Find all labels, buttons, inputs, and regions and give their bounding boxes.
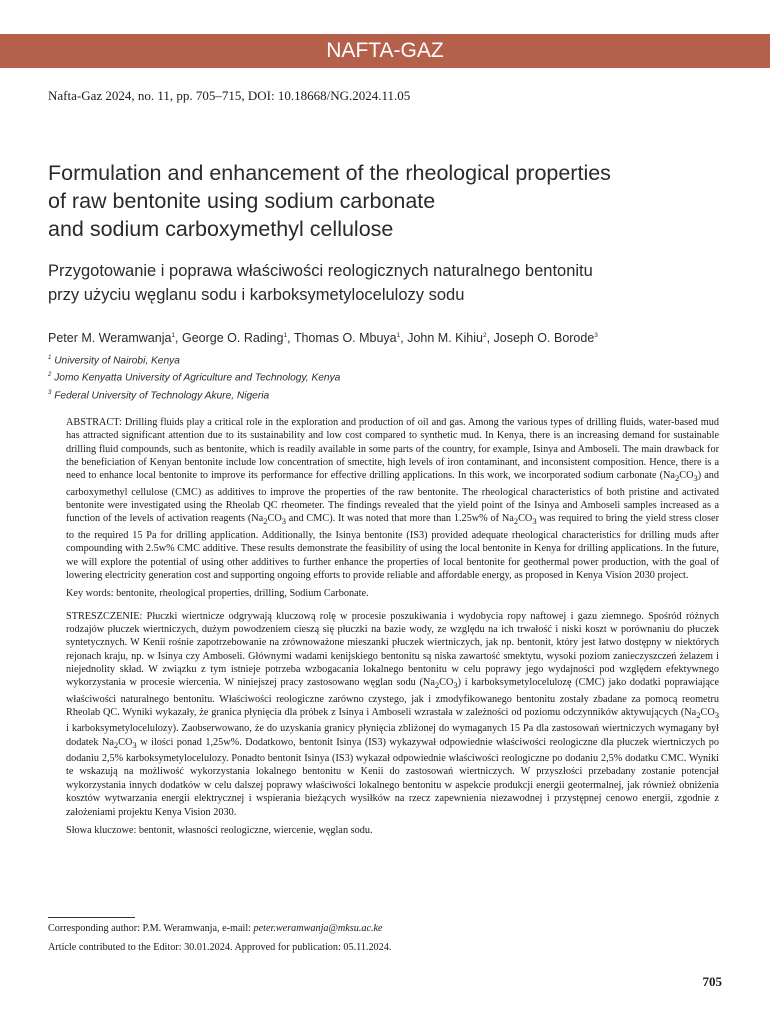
- author-affiliation-mark: 1: [396, 331, 401, 339]
- abstract-text: i karboksymetylocelulozy). Zaobserwowano, że do uzyskania granicy płynięcia zbliżonej do wymaganych 15 Pa dla zastosowań wiertniczych wymagany był dodatek: [66, 723, 719, 748]
- title-english: [48, 159, 728, 243]
- abstract-text: and CMC). It was noted that more than 1.25w% of: [286, 513, 502, 525]
- journal-banner: [0, 34, 770, 68]
- author-name: John M. Kihiu: [407, 331, 483, 345]
- affiliation-item: [48, 368, 340, 385]
- footnote-divider: [48, 917, 135, 918]
- abstract-english: [66, 416, 719, 582]
- author-name: Thomas O. Mbuya: [293, 331, 397, 345]
- affiliation-number: 1: [48, 355, 52, 361]
- journal-name: NAFTA-GAZ: [326, 39, 444, 62]
- author-affiliation-mark: 3: [594, 331, 598, 339]
- author-affiliation-mark: 1: [283, 331, 288, 339]
- abstract-text: Drilling fluids play a critical role in the exploration and production of oil and gas. Among the various types of drilling fluids, water-based mud has attracted significant attention due to its sustainability and low cost compared to synthetic mud. In Kenya, there is an increasing demand for sustainable drilling fluid compounds, such as bentonite, which is readily available in some parts of the country, for example, Isinya and Amboseli. The main drawback for the beneficiation of Kenyan bentonite include low concentration of smectite, high levels of iron contaminant, and inconsistent composition. Hence, there is a need to enhance local bentonite to improve its performance for effective drilling applications. In this work, we incorporated sodium carbonate (: [66, 417, 720, 482]
- abstract-text: w ilości ponad 1,25w%. Dodatkowo, bentonit Isinya (IS3) wykazywał odpowiednie właściwości reologiczne dla płuczek wiertniczych po dodaniu 2,5% karboksymetylocelulozy. Ponadto bentonit Isinya (IS3) wykazał odpowiednie właściwości reologiczne po dodaniu 2,5% dodatku CMC. Wyniki te wskazują na możliwość wykorzystania lokalnego bentonitu w Kenii do zastosowań wiertniczych. W przyszłości przebadany zostanie potencjał wykorzystania innych dodatków w celu dalszej poprawy właściwości lokalnego bentonitu w aspekcie produkcji energii geotermalnej, jak również obniżenia kosztów wytwarzania energii elektrycznej i wspierania bieżących wysiłków na rzecz zapewnienia niezawodnej i przystępnej cenowo energii, zgodnie z założeniami projektu Kenya Vision 2030.: [66, 736, 719, 818]
- abstract-text: Płuczki wiertnicze odgrywają kluczową rolę w procesie poszukiwania i wydobycia ropy naftowej i gazu ziemnego. Spośród różnych rodzajów płuczek wiertniczych, dużym powodzeniem cieszą się płuczki na bazie wody, ze względu na ich trwałość i niski koszt w porównaniu do płuczek syntetycznych. W Kenii rośnie zapotrzebowanie na zrównoważone mieszanki płuczek wiertniczych, jak np. bentonit, który jest łatwo dostępny w niektórych rejonach kraju, np. w Isinya czy Amboseli. Głównymi wadami kenijskiego bentonitu są niska zawartość smektytu, wysoki poziom zanieczyszczeń żelazem i niejednolity skład. W związku z tym istnieje potrzeba wzbogacania lokalnego bentonitu w celu poprawy jego wydajności pod względem efektywnego wykorzystania w procesie wiercenia. W niniejszej pracy zastosowano węglan sodu (: [66, 610, 720, 689]
- author-affiliation-mark: 1: [171, 331, 176, 339]
- article-dates-note: Article contributed to the Editor: 30.01.2024. Approved for publication: 05.11.2024.: [48, 942, 392, 953]
- title-line: Formulation and enhancement of the rheological properties: [48, 161, 611, 185]
- abstract-section: [66, 416, 719, 837]
- page-number: 705: [702, 974, 722, 989]
- author-name: George O. Rading: [182, 331, 284, 345]
- chemical-formula: $Na_2CO_3$: [501, 513, 537, 527]
- email-link[interactable]: peter.weramwanja@mksu.ac.ke: [253, 923, 383, 934]
- abstract-text: was required to bring the yield stress closer to the required 15 Pa for drilling application. Additionally, the Isinya bentonite (IS3) provided adequate rheological characteristics for drilling muds after compounding with 2.5w% CMC additive. These results demonstrate the feasibility of using the local bentonite in Kenya for drilling applications. In the future, we will explore the potential of using other additives to further enhance the properties of local bentonite for geothermal power production, with the goal of lowering electricity generation cost and supporting ongoing efforts to provide reliable and affordable energy, as proposed in Kenya Vision 2030 project.: [66, 513, 719, 581]
- chemical-formula: $Na_2CO_3$: [684, 707, 719, 721]
- abstract-label: ABSTRACT:: [66, 417, 122, 428]
- title-line: and sodium carboxymethyl cellulose: [48, 217, 394, 241]
- corresponding-author-text: Corresponding author: P.M. Weramwanja, e-mail:: [48, 923, 254, 934]
- streszczenie-label: STRESZCZENIE:: [66, 610, 143, 622]
- affiliation-item: [48, 386, 340, 403]
- author-list: Peter M. Weramwanja$^1$, George O. Rading$^1$, Thomas O. Mbuya$^1$, John M. Kihiu$^2$, Joseph O. Borode$^3$: [48, 331, 598, 345]
- affiliation-text: University of Nairobi, Kenya: [54, 355, 180, 367]
- affiliation-list: [48, 351, 340, 403]
- affiliation-text: Jomo Kenyatta University of Agriculture and Technology, Kenya: [54, 372, 341, 384]
- affiliation-item: [48, 351, 340, 368]
- author-name: Peter M. Weramwanja: [48, 331, 172, 345]
- keywords-english: Key words: bentonite, rheological properties, drilling, Sodium Carbonate.: [66, 588, 369, 600]
- title-line: Przygotowanie i poprawa właściwości reologicznych naturalnego bentonitu: [48, 262, 593, 280]
- chemical-formula: $Na_2CO_3$: [251, 513, 286, 527]
- title-line: przy użyciu węglanu sodu i karboksymetylocelulozy sodu: [48, 286, 465, 304]
- affiliation-text: Federal University of Technology Akure, Nigeria: [54, 390, 270, 402]
- title-polish: [48, 259, 728, 307]
- abstract-text: ) i karboksymetylocelulozę (CMC) jako dodatki poprawiające właściwości naturalnego bentonitu. Właściwości reologiczne zarówno czystego, jak i zmodyfikowanego bentonitu zostały zbadane za pomocą reometru Rheolab QC. Wyniki wykazały, że granica płynięcia dla próbek z Isinya i Amboseli wzrastała w zależności od poziomu odczynników aktywujących (: [66, 677, 719, 719]
- corresponding-author-note: [48, 922, 383, 935]
- affiliation-number: 2: [48, 372, 52, 379]
- chemical-formula: $Na_2CO_3$: [663, 470, 698, 484]
- chemical-formula: $Na_2CO_3$: [422, 677, 458, 691]
- citation-line: Nafta-Gaz 2024, no. 11, pp. 705–715, DOI: 10.18668/NG.2024.11.05: [48, 88, 411, 103]
- abstract-text: ) and carboxymethyl cellulose (CMC) as additives to improve the properties of the raw bentonite. The rheological characteristics of both pristine and activated bentonite were investigated using the Rheolab QC rheometer. The findings revealed that the yield point of the Isinya and Amboseli samples increased as a function of the levels of activation reagents (: [66, 470, 719, 525]
- title-line: of raw bentonite using sodium carbonate: [48, 189, 436, 213]
- affiliation-number: 3: [48, 389, 52, 396]
- abstract-polish: [66, 610, 719, 819]
- keywords-polish: Słowa kluczowe: bentonit, własności reologiczne, wiercenie, węglan sodu.: [66, 824, 373, 836]
- chemical-formula: $Na_2CO_3$: [101, 736, 137, 750]
- author-affiliation-mark: 2: [482, 331, 487, 339]
- author-name: Joseph O. Borode: [493, 331, 595, 345]
